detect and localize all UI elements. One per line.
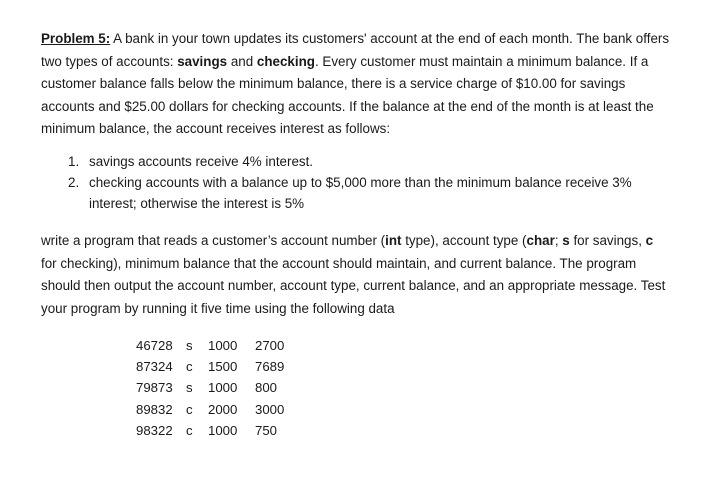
account-number-cell: 46728 (136, 337, 173, 353)
instructions-text: for savings, (569, 232, 646, 248)
list-item-number: 2. (68, 174, 80, 190)
account-type-cell: c (186, 423, 193, 439)
instructions-text: ; (554, 232, 563, 248)
test-data-table (136, 334, 300, 441)
savings-term: savings (177, 53, 228, 69)
account-number-cell: 98322 (136, 423, 173, 439)
s-term: s (562, 232, 570, 248)
list-item-text: savings accounts receive 4% interest. (89, 153, 314, 169)
int-term: int (385, 232, 402, 248)
char-term: char (526, 232, 555, 248)
problem-heading: Problem 5: (41, 31, 111, 46)
interest-rules-list (41, 151, 671, 214)
document-page (41, 28, 671, 441)
program-instructions (41, 230, 671, 320)
minimum-balance-cell: 2000 (208, 401, 238, 417)
list-item-text: checking accounts with a balance up to $5,000 more than the minimum balance receive 3% interest; otherwise the interest is 5% (89, 174, 632, 211)
minimum-balance-cell: 1000 (208, 337, 238, 353)
account-type-cell: c (186, 358, 193, 374)
current-balance-cell: 750 (255, 423, 278, 439)
problem-statement (41, 28, 671, 141)
list-item (41, 151, 671, 172)
instructions-text: for checking), minimum balance that the account should maintain, and current balance. The program should then output the account number, account type, current balance, and an appropriate message. Test your program by running it five time using the following data (41, 255, 666, 316)
minimum-balance-cell: 1000 (208, 423, 238, 439)
minimum-balance-cell: 1500 (208, 358, 238, 374)
account-number-cell: 89832 (136, 401, 173, 417)
current-balance-cell: 800 (255, 380, 278, 396)
list-item (41, 172, 671, 214)
c-term: c (645, 232, 654, 248)
table-row (136, 420, 300, 441)
table-row (136, 399, 300, 420)
current-balance-cell: 2700 (255, 337, 285, 353)
problem-text: A bank in your town updates its customers' account at the end of each month. The bank offers two types of accounts: (41, 31, 670, 69)
current-balance-cell: 3000 (255, 401, 285, 417)
account-number-cell: 79873 (136, 380, 173, 396)
account-type-cell: s (186, 380, 193, 396)
table-row (136, 356, 300, 377)
table-row (136, 334, 300, 355)
account-type-cell: s (186, 337, 193, 353)
instructions-text: type), account type ( (401, 232, 527, 248)
account-number-cell: 87324 (136, 358, 173, 374)
current-balance-cell: 7689 (255, 358, 285, 374)
table-row (136, 377, 300, 398)
instructions-text: write a program that reads a customer’s account number ( (41, 232, 386, 248)
problem-text: and (227, 53, 257, 69)
checking-term: checking (256, 53, 315, 69)
minimum-balance-cell: 1000 (208, 380, 238, 396)
problem-text: . Every customer must maintain a minimum balance. If a customer balance falls below the minimum balance, there is a service charge of $10.00 for savings accounts and $25.00 dollars for checking accounts. If the balance at the end of the month is at least the minimum balance, the account receives interest as follows: (41, 53, 654, 137)
list-item-number: 1. (68, 153, 80, 169)
account-type-cell: c (186, 401, 193, 417)
